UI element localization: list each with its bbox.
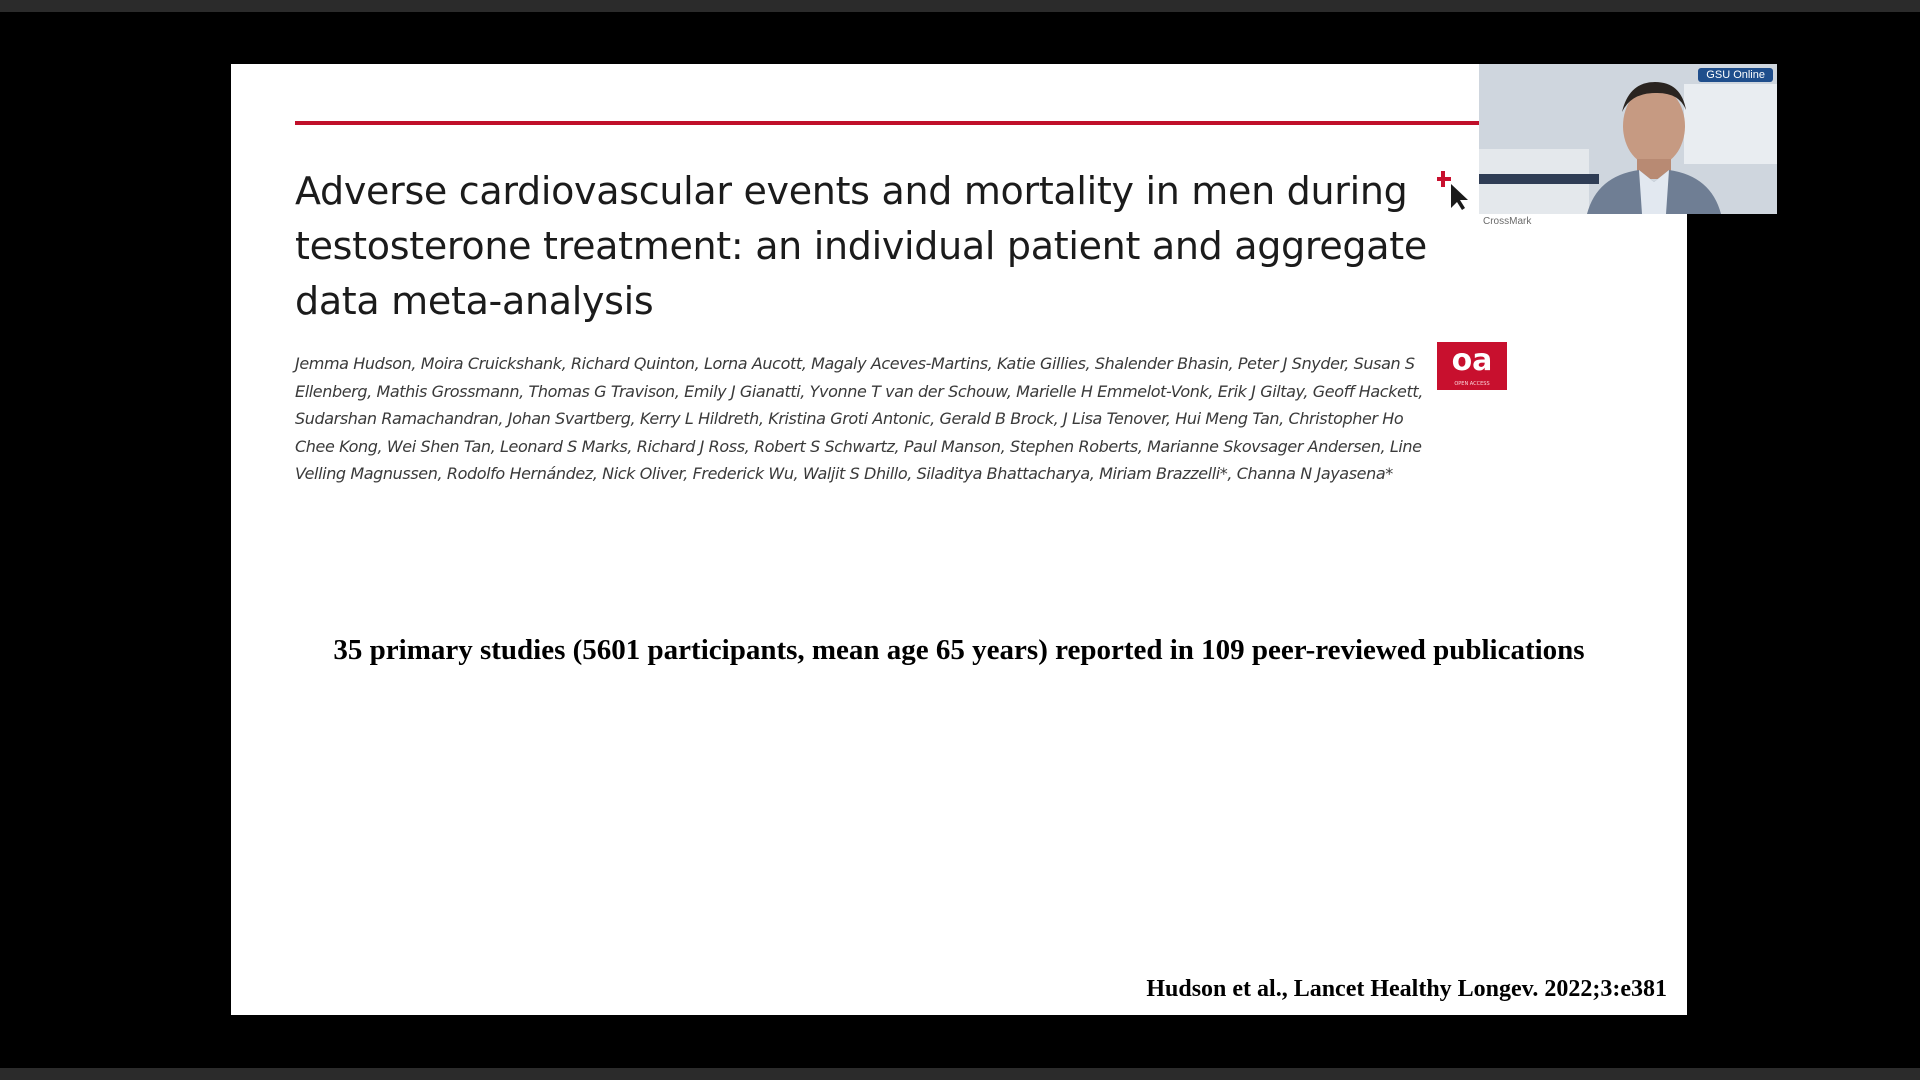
paper-title: Adverse cardiovascular events and mortality in men during testosterone treatment: an individual patient and aggregate data meta-analysis: [295, 169, 1427, 323]
crossmark-label: CrossMark: [1483, 216, 1532, 227]
open-access-badge: [1437, 342, 1507, 390]
summary-statement: 35 primary studies (5601 participants, mean age 65 years) reported in 109 peer-reviewed publications: [333, 634, 1585, 666]
top-bar: [0, 0, 1920, 12]
author-list: Jemma Hudson, Moira Cruickshank, Richard Quinton, Lorna Aucott, Magaly Aceves-Martins, Katie Gillies, Shalender Bhasin, Peter J Snyder, Susan S Ellenberg, Mathis Grossmann, Thomas G Travison, Emily J Gianatti, Yvonne T van der Schouw, Marielle H Emmelot-Vonk, Erik J Giltay, Geoff Hackett, Sudarshan Ramachandran, Johan Svartberg, Kerry L Hildreth, Kristina Groti Antonic, Gerald B Brock, J Lisa Tenover, Hui Meng Tan, Christopher Ho Chee Kong, Wei Shen Tan, Leonard S Marks, Richard J Ross, Robert S Schwartz, Paul Manson, Stephen Roberts, Marianne Skovsager Andersen, Line Velling Magnussen, Rodolfo Hernández, Nick Oliver, Frederick Wu, Waljit S Dhillo, Siladitya Bhattacharya, Miriam Brazzelli*, Channa N Jayasena*: [295, 354, 1423, 483]
bottom-bar: [0, 1068, 1920, 1080]
webcam-badge: GSU Online: [1698, 68, 1773, 82]
presentation-slide: [231, 64, 1687, 1015]
citation: Hudson et al., Lancet Healthy Longev. 2022;3:e381: [1146, 976, 1667, 1002]
crossmark-icon[interactable]: [1437, 170, 1477, 210]
oa-badge-subtext: OPEN ACCESS: [1454, 381, 1490, 387]
webcam-video-feed[interactable]: [1479, 64, 1777, 214]
oa-badge-text: oa: [1451, 343, 1493, 378]
presenter-video: [1479, 64, 1777, 214]
